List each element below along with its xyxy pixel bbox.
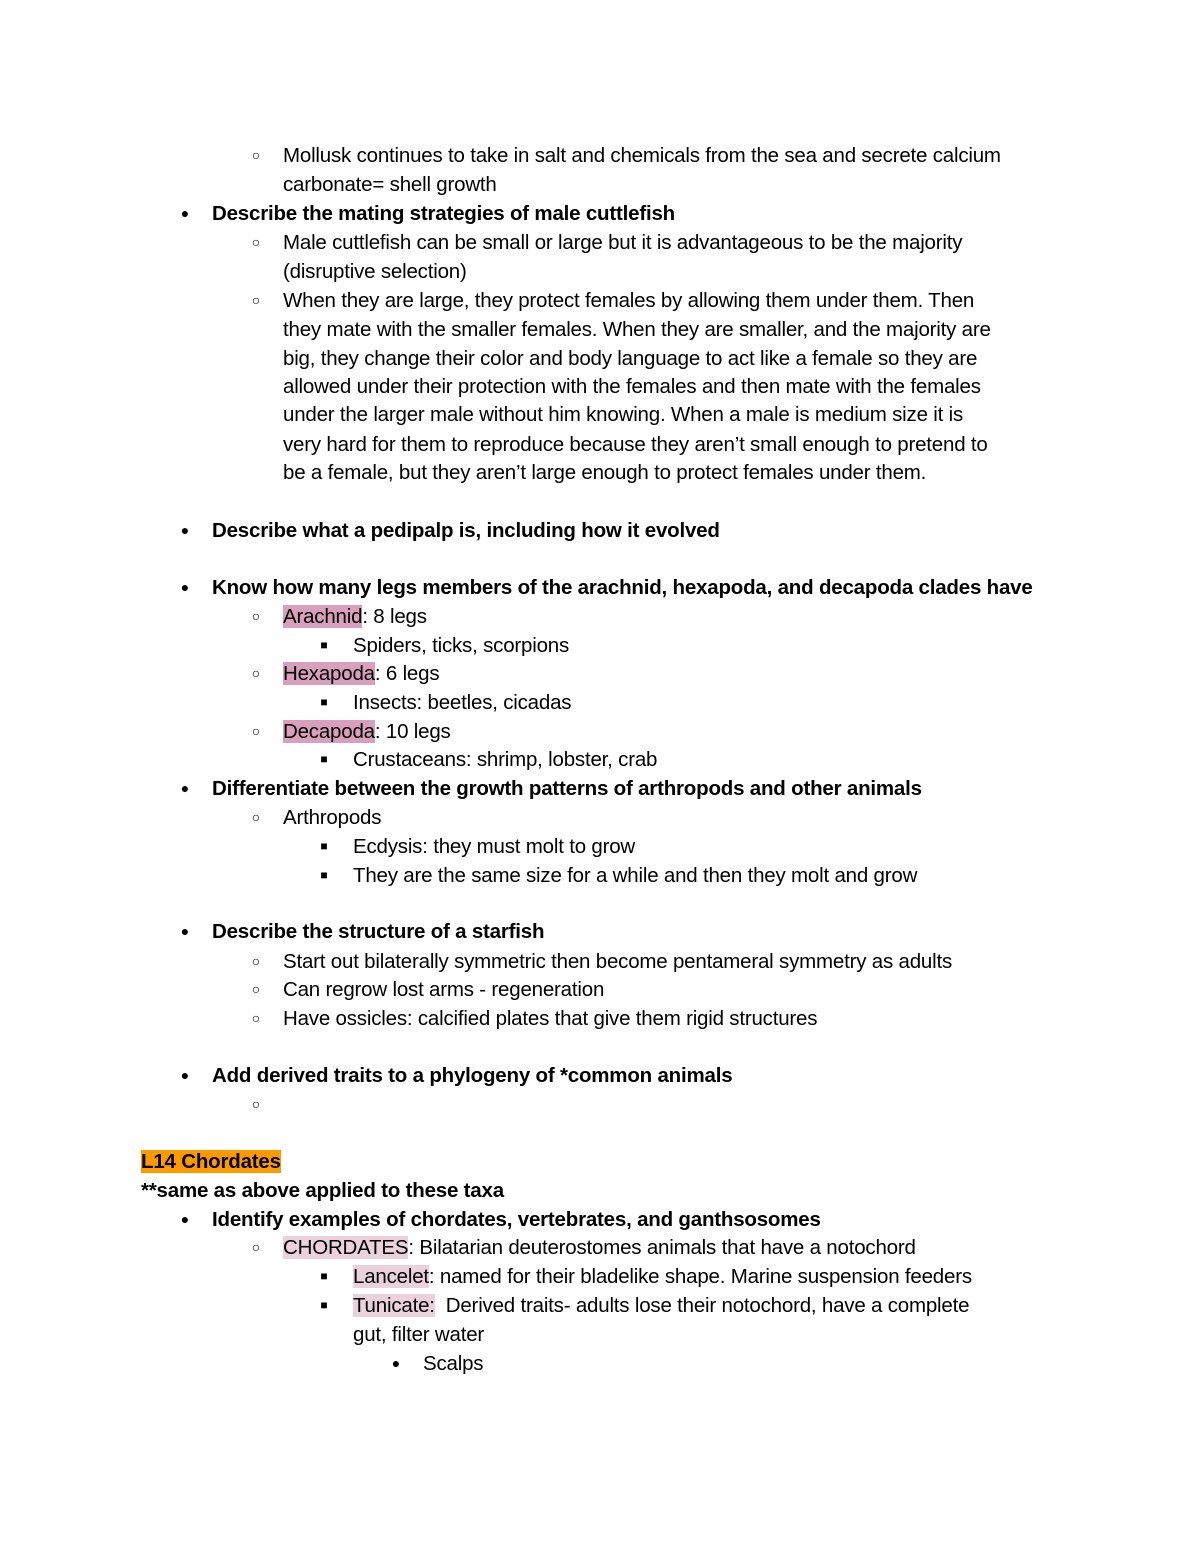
square-bullet-icon: ■ <box>320 695 328 709</box>
disc-bullet-icon: ● <box>391 1355 401 1371</box>
question-starfish: Describe the structure of a starfish <box>212 920 545 943</box>
hexapoda-rest: : 6 legs <box>374 662 440 685</box>
circle-bullet-icon: ○ <box>251 292 261 308</box>
tunicate-line <box>353 1291 969 1320</box>
starfish-item: Have ossicles: calcified plates that give them rigid structures <box>283 1007 818 1030</box>
disc-bullet-icon: ● <box>180 923 190 939</box>
arachnid-rest: : 8 legs <box>362 605 427 628</box>
tunicate-term: Tunicate: <box>353 1294 435 1317</box>
chordates-term: CHORDATES <box>283 1236 409 1259</box>
hexapoda-term: Hexapoda <box>283 662 375 685</box>
disc-bullet-icon: ● <box>180 522 190 538</box>
circle-bullet-icon: ○ <box>251 608 261 624</box>
question-derived-traits: Add derived traits to a phylogeny of *common animals <box>212 1064 733 1087</box>
chordates-line <box>283 1233 916 1262</box>
decapoda-term: Decapoda <box>283 720 375 743</box>
circle-bullet-icon: ○ <box>251 665 261 681</box>
arthropods-label: Arthropods <box>283 806 382 829</box>
same-size-item: They are the same size for a while and then they molt and grow <box>353 864 918 887</box>
circle-bullet-icon: ○ <box>251 234 261 250</box>
cuttlefish-answer-2-line: they mate with the smaller females. When they are smaller, and the majority are <box>283 318 991 341</box>
arachnid-example: Spiders, ticks, scorpions <box>353 634 570 657</box>
cuttlefish-answer-2-line: big, they change their color and body language to act like a female so they are <box>283 347 978 370</box>
starfish-item: Can regrow lost arms - regeneration <box>283 978 605 1001</box>
disc-bullet-icon: ● <box>180 579 190 595</box>
starfish-item: Start out bilaterally symmetric then become pentameral symmetry as adults <box>283 950 952 973</box>
cuttlefish-answer-1-line-1: Male cuttlefish can be small or large but it is advantageous to be the majority <box>283 231 963 254</box>
decapoda-line <box>283 717 451 746</box>
tunicate-line-2: gut, filter water <box>353 1323 485 1346</box>
square-bullet-icon: ■ <box>320 839 328 853</box>
mollusk-line-2: carbonate= shell growth <box>283 173 497 196</box>
section-title: L14 Chordates <box>141 1150 281 1173</box>
square-bullet-icon: ■ <box>320 752 328 766</box>
circle-bullet-icon: ○ <box>251 1239 261 1255</box>
cuttlefish-answer-2-line: allowed under their protection with the females and then mate with the females <box>283 375 981 398</box>
question-legs: Know how many legs members of the arachnid, hexapoda, and decapoda clades have <box>212 576 1033 599</box>
hexapoda-line <box>283 659 439 688</box>
circle-bullet-icon: ○ <box>251 953 261 969</box>
chordates-rest: : Bilatarian deuterostomes animals that have a notochord <box>408 1236 916 1259</box>
cuttlefish-answer-2-line: When they are large, they protect females by allowing them under them. Then <box>283 289 975 312</box>
lancelet-rest: : named for their bladelike shape. Marine suspension feeders <box>428 1265 972 1288</box>
section-note: **same as above applied to these taxa <box>141 1179 504 1202</box>
lancelet-line <box>353 1262 972 1291</box>
circle-bullet-icon: ○ <box>251 981 261 997</box>
arachnid-line <box>283 602 427 631</box>
square-bullet-icon: ■ <box>320 1269 328 1283</box>
disc-bullet-icon: ● <box>180 1067 190 1083</box>
decapoda-rest: : 10 legs <box>374 720 451 743</box>
disc-bullet-icon: ● <box>180 205 190 221</box>
mollusk-line-1: Mollusk continues to take in salt and chemicals from the sea and secrete calcium <box>283 144 1001 167</box>
cuttlefish-answer-2-line: be a female, but they aren’t large enough to protect females under them. <box>283 461 927 484</box>
circle-bullet-icon: ○ <box>251 1096 261 1112</box>
disc-bullet-icon: ● <box>180 780 190 796</box>
hexapoda-example: Insects: beetles, cicadas <box>353 691 572 714</box>
circle-bullet-icon: ○ <box>251 809 261 825</box>
question-pedipalp: Describe what a pedipalp is, including how it evolved <box>212 519 720 542</box>
question-cuttlefish: Describe the mating strategies of male cuttlefish <box>212 202 675 225</box>
decapoda-example: Crustaceans: shrimp, lobster, crab <box>353 748 658 771</box>
circle-bullet-icon: ○ <box>251 1010 261 1026</box>
scalps-item: Scalps <box>423 1352 484 1375</box>
question-growth: Differentiate between the growth patterns of arthropods and other animals <box>212 777 922 800</box>
arachnid-term: Arachnid <box>283 605 363 628</box>
cuttlefish-answer-2-line: very hard for them to reproduce because they aren’t small enough to pretend to <box>283 433 988 456</box>
lancelet-term: Lancelet <box>353 1265 429 1288</box>
ecdysis-item: Ecdysis: they must molt to grow <box>353 835 636 858</box>
cuttlefish-answer-2-line: under the larger male without him knowing. When a male is medium size it is <box>283 403 964 426</box>
cuttlefish-answer-1-line-2: (disruptive selection) <box>283 260 467 283</box>
square-bullet-icon: ■ <box>320 1298 328 1312</box>
square-bullet-icon: ■ <box>320 638 328 652</box>
section-heading <box>141 1147 281 1176</box>
circle-bullet-icon: ○ <box>251 147 261 163</box>
question-chordates: Identify examples of chordates, vertebrates, and ganthsosomes <box>212 1208 821 1231</box>
tunicate-rest: Derived traits- adults lose their notochord, have a complete <box>434 1294 970 1317</box>
disc-bullet-icon: ● <box>180 1211 190 1227</box>
square-bullet-icon: ■ <box>320 868 328 882</box>
circle-bullet-icon: ○ <box>251 723 261 739</box>
